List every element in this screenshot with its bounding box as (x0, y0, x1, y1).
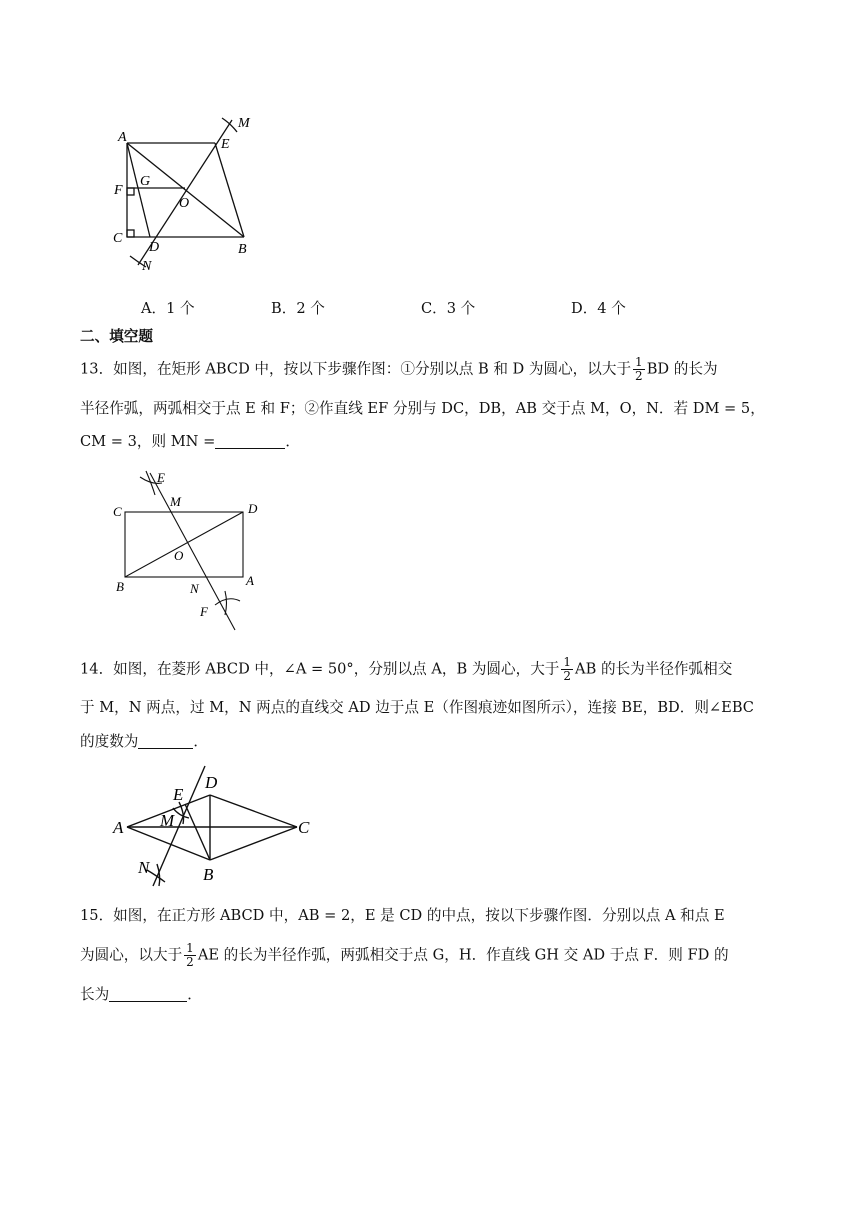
point-label-N: N (142, 259, 152, 274)
point-label-A: A (113, 818, 124, 837)
point-label-C: C (113, 231, 123, 246)
q14-line-2: 于 M，N 两点，过 M，N 两点的直线交 AD 边于点 E（作图痕迹如图所示），连接 BE，BD．则∠EBC (80, 699, 754, 716)
q14-text-3a: 的度数为 (80, 733, 139, 750)
q15-frac-den: 2 (186, 955, 194, 969)
point-label-A: A (246, 573, 254, 588)
point-label-N: N (190, 581, 199, 596)
point-label-F: F (114, 183, 123, 198)
figure-q14 (105, 760, 330, 890)
q15-line-2 (80, 942, 780, 969)
point-label-D: D (205, 773, 218, 792)
point-label-M: M (238, 116, 250, 131)
point-label-A: A (118, 130, 127, 145)
q13-answer-blank[interactable] (215, 434, 285, 449)
point-label-C: C (113, 504, 122, 519)
point-label-B: B (116, 579, 124, 594)
q14-line-1 (80, 656, 780, 683)
point-label-M: M (160, 811, 175, 830)
q15-text-3b: ． (187, 986, 202, 1003)
q14-frac-num: 1 (563, 655, 572, 669)
section-title: 二、填空题 (80, 328, 153, 345)
point-label-C: C (298, 818, 310, 837)
q14-fraction (561, 656, 573, 683)
point-label-O: O (174, 548, 184, 563)
q13-frac-den: 2 (635, 369, 643, 383)
option-b: B．2 个 (271, 300, 325, 317)
q13-line-2: 半径作弧，两弧相交于点 E 和 F；②作直线 EF 分别与 DC，DB，AB 交于点 M，O，N．若 DM = 5， (80, 400, 765, 417)
point-label-M: M (170, 494, 181, 509)
option-d: D．4 个 (571, 300, 626, 317)
q13-text-1a: 13．如图，在矩形 ABCD 中，按以下步骤作图：①分别以点 B 和 D 为圆心，以大于 (80, 360, 632, 378)
q13-text-3b: ． (285, 433, 300, 450)
point-label-F: F (200, 604, 208, 619)
point-label-E: E (157, 470, 165, 485)
option-c: C．3 个 (421, 300, 476, 317)
figure-q12 (100, 110, 280, 280)
point-label-E: E (221, 137, 230, 152)
q14-line-3 (80, 731, 780, 753)
point-label-E: E (173, 785, 184, 804)
q14-frac-den: 2 (563, 669, 572, 683)
q15-fraction (184, 942, 196, 969)
point-label-D: D (149, 240, 160, 255)
q15-line-1: 15．如图，在正方形 ABCD 中，AB = 2，E 是 CD 的中点，按以下步骤作图．分别以点 A 和点 E (80, 907, 725, 924)
q14-text-3b: ． (193, 733, 208, 750)
q14-answer-blank[interactable] (138, 734, 193, 749)
point-label-B: B (238, 242, 247, 257)
q15-text-2b: AE 的长为半径作弧，两弧相交于点 G，H．作直线 GH 交 AD 于点 F．则 FD 的 (197, 946, 729, 964)
q15-text-2a: 为圆心，以大于 (80, 946, 183, 964)
q13-line-3 (80, 431, 780, 453)
q15-line-3 (80, 984, 780, 1006)
point-label-B: B (203, 865, 214, 884)
q15-frac-num: 1 (186, 941, 194, 955)
q14-text-1b: AB 的长为半径作弧相交 (575, 660, 733, 678)
point-label-N: N (138, 858, 150, 877)
q13-fraction (633, 356, 645, 383)
figure-q13 (100, 465, 270, 635)
point-label-D: D (248, 501, 258, 516)
q13-frac-num: 1 (635, 355, 643, 369)
q15-answer-blank[interactable] (109, 987, 187, 1002)
q13-text-3a: CM = 3，则 MN = (80, 433, 216, 450)
point-label-G: G (140, 174, 151, 189)
q13-line-1 (80, 356, 780, 383)
q14-text-1a: 14．如图，在菱形 ABCD 中，∠A = 50°，分别以点 A，B 为圆心，大于 (80, 660, 560, 678)
option-a: A．1 个 (141, 300, 195, 317)
point-label-O: O (179, 196, 190, 211)
q15-text-3a: 长为 (80, 986, 110, 1003)
q13-text-1b: BD 的长为 (646, 360, 718, 378)
